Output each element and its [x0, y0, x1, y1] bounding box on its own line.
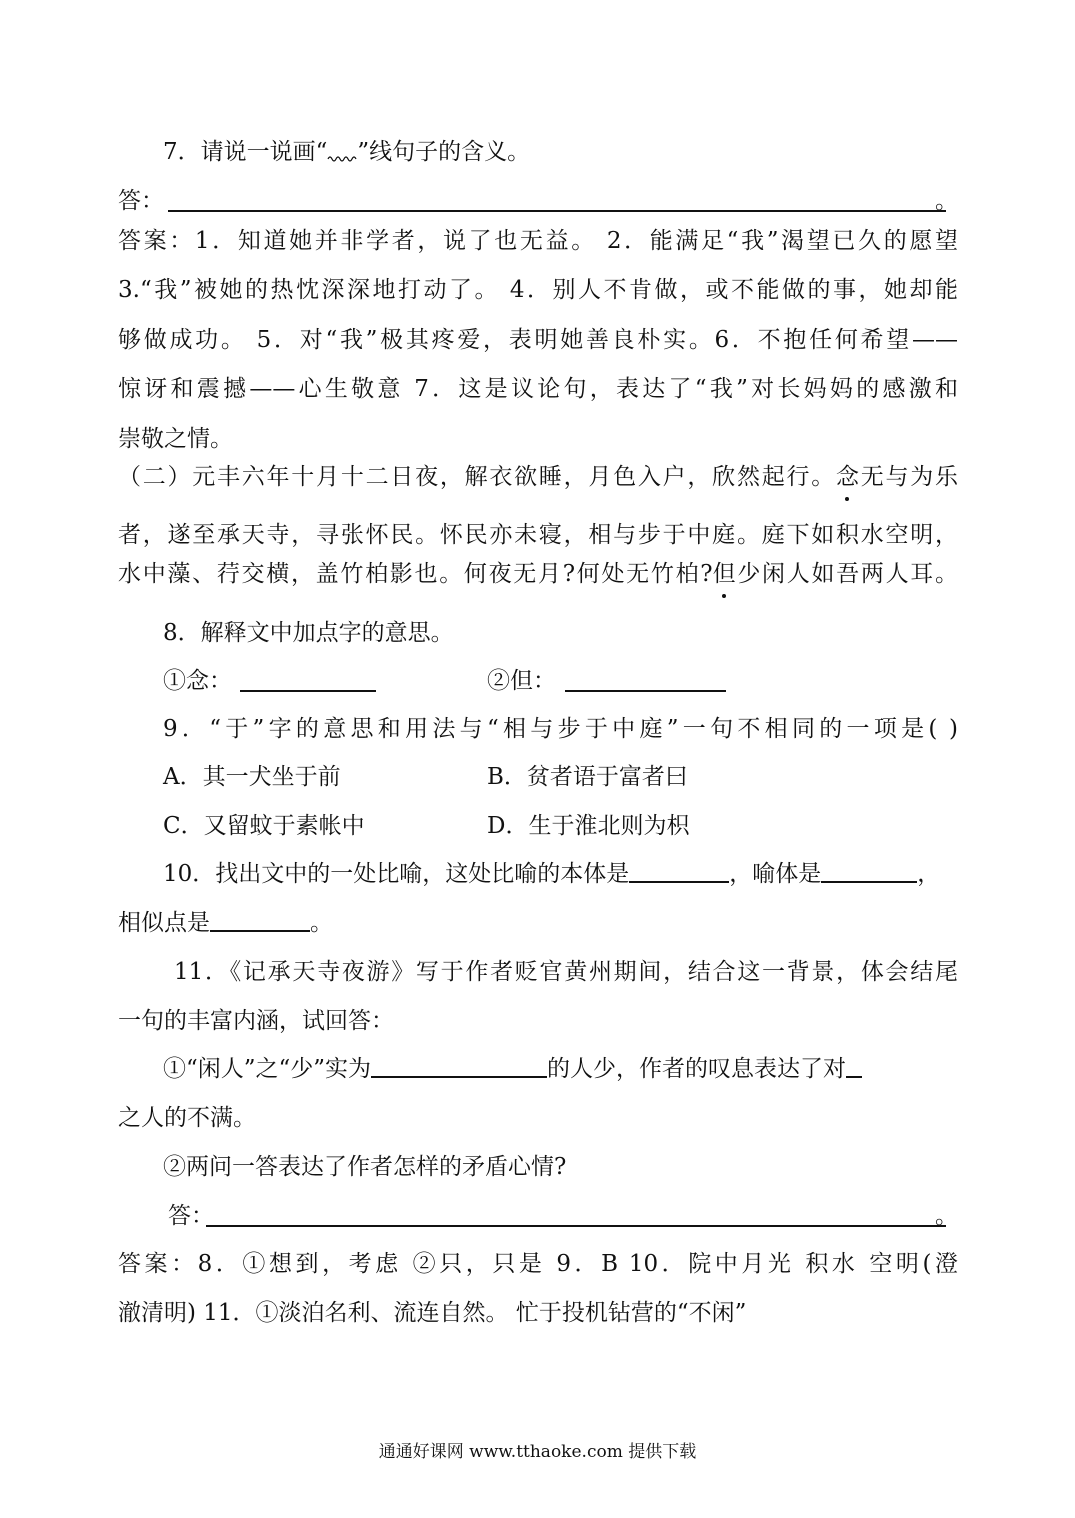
- passage-line-3: [118, 559, 958, 589]
- q8-blank-2[interactable]: [565, 690, 726, 692]
- passage-line-2: 者，遂至承天寺，寻张怀民。怀民亦未寝，相与步于中庭。庭下如积水空明，: [118, 522, 958, 548]
- passage-line-1-end: 无与为乐: [858, 464, 959, 490]
- q11-answer-blank[interactable]: [206, 1225, 946, 1227]
- q11-sub1: [163, 1054, 958, 1084]
- answers1-line-2: 3.“我”被她的热忱深深地打动了。 4．别人不肯做，或不能做的事，她却能: [118, 277, 958, 303]
- q7-answer-blank[interactable]: [168, 210, 946, 212]
- q8-item-2: ②但：: [487, 668, 556, 694]
- q9-option-d[interactable]: D．生于淮北则为枳: [487, 813, 690, 839]
- q11-sub1-start: ①“闲人”之“少”实为: [163, 1056, 372, 1082]
- q11-sub1-line-2: 之人的不满。: [118, 1105, 256, 1131]
- q11-line-1: 11．《记承天寺夜游》写于作者贬官黄州期间，结合这一背景，体会结尾: [174, 959, 958, 985]
- q10-part-a: 10．找出文中的一处比喻，这处比喻的本体是: [163, 861, 630, 887]
- q7-answer-label: 答：: [118, 188, 164, 214]
- q7-prompt-end: ”线句子的含义。: [357, 139, 531, 165]
- answers1-line-4: 惊讶和震撼——心生敬意 7．这是议论句，表达了“我”对长妈妈的感激和: [118, 376, 958, 402]
- answers2-line-2: 澈清明) 11．①淡泊名利、流连自然。 忙于投机钻营的“不闲”: [118, 1300, 747, 1326]
- q10-line-2: [118, 908, 958, 938]
- q10-line-1: [163, 859, 958, 889]
- q9-option-c[interactable]: C．又留蚊于素帐中: [163, 813, 365, 839]
- q8-item-1: ①念：: [163, 668, 232, 694]
- q9-options-row-1: [163, 762, 1003, 792]
- q11-sub2: ②两问一答表达了作者怎样的矛盾心情?: [163, 1154, 567, 1180]
- q8-blank-1[interactable]: [240, 690, 376, 692]
- page-footer: 通通好课网 www.tthaoke.com 提供下载: [378, 1442, 697, 1462]
- q11-line-2: 一句的丰富内涵，试回答：: [118, 1008, 394, 1034]
- q10-part-c: ，: [917, 861, 941, 887]
- dotted-char-dan: 但: [712, 561, 736, 587]
- q10-blank-tenor[interactable]: [629, 859, 729, 883]
- q11-blank-1[interactable]: [371, 1054, 547, 1078]
- q10-part-b: ，喻体是: [729, 861, 822, 887]
- q9-prompt: 9．“于”字的意思和用法与“相与步于中庭”一句不相同的一项是( ): [163, 716, 958, 742]
- answers1-line-5: 崇敬之情。: [118, 426, 233, 452]
- answers2-line-1: 答案：8．①想到，考虑 ②只，只是 9．B 10．院中月光 积水 空明(澄: [118, 1251, 958, 1277]
- q10-line-2-end: 。: [310, 910, 333, 936]
- wavy-underline-icon: [327, 153, 357, 163]
- passage-line-1-start: （二）元丰六年十月十二日夜，解衣欲睡，月色入户，欣然起行。: [118, 464, 836, 490]
- q11-sub1-end: 的人少，作者的叹息表达了对: [547, 1056, 847, 1082]
- q11-end-mark: 。: [935, 1203, 958, 1229]
- q7-prompt-start: 7．请说一说画“: [163, 139, 328, 165]
- passage-line-3-end: 少闲人如吾两人耳。: [735, 561, 959, 587]
- q10-blank-similarity[interactable]: [210, 908, 310, 932]
- q10-blank-vehicle[interactable]: [821, 859, 917, 883]
- q9-option-a[interactable]: A．其一犬坐于前: [163, 764, 341, 790]
- q8-prompt: 8．解释文中加点字的意思。: [163, 620, 454, 646]
- passage-line-1: [118, 462, 958, 492]
- q9-options-row-2: [163, 811, 1003, 841]
- q7-end-mark: 。: [935, 188, 958, 214]
- q11-blank-2[interactable]: [846, 1054, 862, 1078]
- passage-line-3-start: 水中藻、荇交横，盖竹柏影也。何夜无月?何处无竹柏?: [118, 561, 713, 587]
- answers1-line-1: 答案：1．知道她并非学者，说了也无益。 2．能满足“我”渴望已久的愿望: [118, 228, 958, 254]
- q9-option-b[interactable]: B．贫者语于富者曰: [487, 764, 688, 790]
- q7-prompt: [163, 137, 958, 167]
- q11-answer-label: 答：: [168, 1203, 214, 1229]
- q10-line-2-start: 相似点是: [118, 910, 210, 936]
- dotted-char-nian: 念: [835, 464, 859, 490]
- answers1-line-3: 够做成功。 5．对“我”极其疼爱，表明她善良朴实。6．不抱任何希望——: [118, 327, 958, 353]
